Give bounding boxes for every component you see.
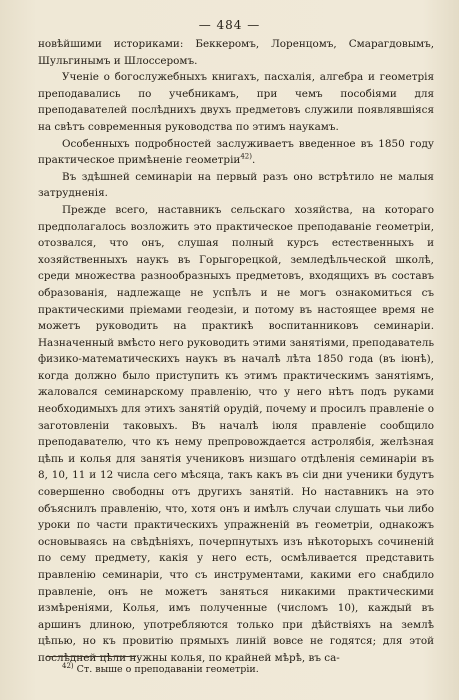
paragraph: Особенныхъ подробностей заслуживаетъ введенное въ 1850 году практическое примѣненіе геометріи$^{42)}$.: [38, 137, 434, 167]
paragraph: Ученіе о богослужебныхъ книгахъ, пасхалія, алгебра и геометрія преподавались по учебникамъ, при чемъ пособіями для преподавателей послѣднихъ двухъ предметовъ служили появлявшіяся на свѣтъ современныя руководства по этимъ наукамъ.: [38, 71, 434, 133]
body-text: [38, 36, 434, 667]
paragraph: Въ здѣшней семинаріи на первый разъ оно встрѣтило не малыя затрудненія.: [38, 170, 434, 200]
footnote-mark: 42): [62, 661, 74, 670]
footnote-ref: 42): [240, 152, 252, 161]
footnote: [62, 661, 259, 676]
paragraph: Прежде всего, наставникъ сельскаго хозяйства, на котораго предполагалось возложить это практическое преподаваніе геометріи, отозвался, что онъ, слушая полный курсъ естественныхъ и хозяйственныхъ наукъ въ Горыгорецкой, земледѣльческой школѣ, среди множества разнообразныхъ предметовъ, входящихъ въ составъ образованія, надлежаще не успѣлъ и не могъ ознакомиться съ практическими пріемами геодезіи, и потому въ настоящее время не можетъ руководить на практикѣ воспитанниковъ семинаріи. Назначенный вмѣсто него руководить этими занятіями, преподаватель физико-математическихъ наукъ въ началѣ лѣта 1850 года (въ іюнѣ), когда должно было приступить къ этимъ практическимъ занятіямъ, жаловался семинарскому правленію, что у него нѣтъ подъ руками необходимыхъ для этихъ занятій орудій, почему и просилъ правленіе о заготовленіи таковыхъ. Въ началѣ іюля правленіе сообщило преподавателю, что къ нему препровождается астролябія, желѣзная цѣпь и колья для занятія учениковъ низшаго отдѣленія семинаріи въ 8, 10, 11 и 12 числа сего мѣсяца, такъ какъ въ сіи дни ученики будутъ совершенно свободны отъ другихъ занятій. Но наставникъ на это объяснилъ правленію, что, хотя онъ и имѣлъ случаи слушать чьи либо уроки по части практическихъ упражненій въ геометріи, однакожъ основываясь на свѣдѣніяхъ, почерпнутыхъ изъ нѣкоторыхъ сочиненій по сему предмету, какія у него есть, осмѣливается представить правленію семинаріи, что съ инструментами, какими его снабдило правленіе, онъ не можетъ заняться никакими практическими измѣреніями, Колья, имъ полученные (числомъ 10), каждый въ аршинъ длиною, употребляются только при дѣйствіяхъ на землѣ цѣпью, но къ провитію прямыхъ линій вовсе не годятся; для этой послѣдней цѣли нужны колья, по крайней мѣрѣ, въ са-: [38, 203, 434, 664]
paragraph: новѣйшими историками: Беккеромъ, Лоренцомъ, Смарагдовымъ, Шульгинымъ и Шлоссеромъ.: [38, 38, 434, 67]
footnote-text: Ст. выше о преподаваніи геометріи.: [76, 664, 259, 675]
footnote-divider: [46, 656, 136, 657]
page-number: — 484 —: [198, 18, 261, 32]
